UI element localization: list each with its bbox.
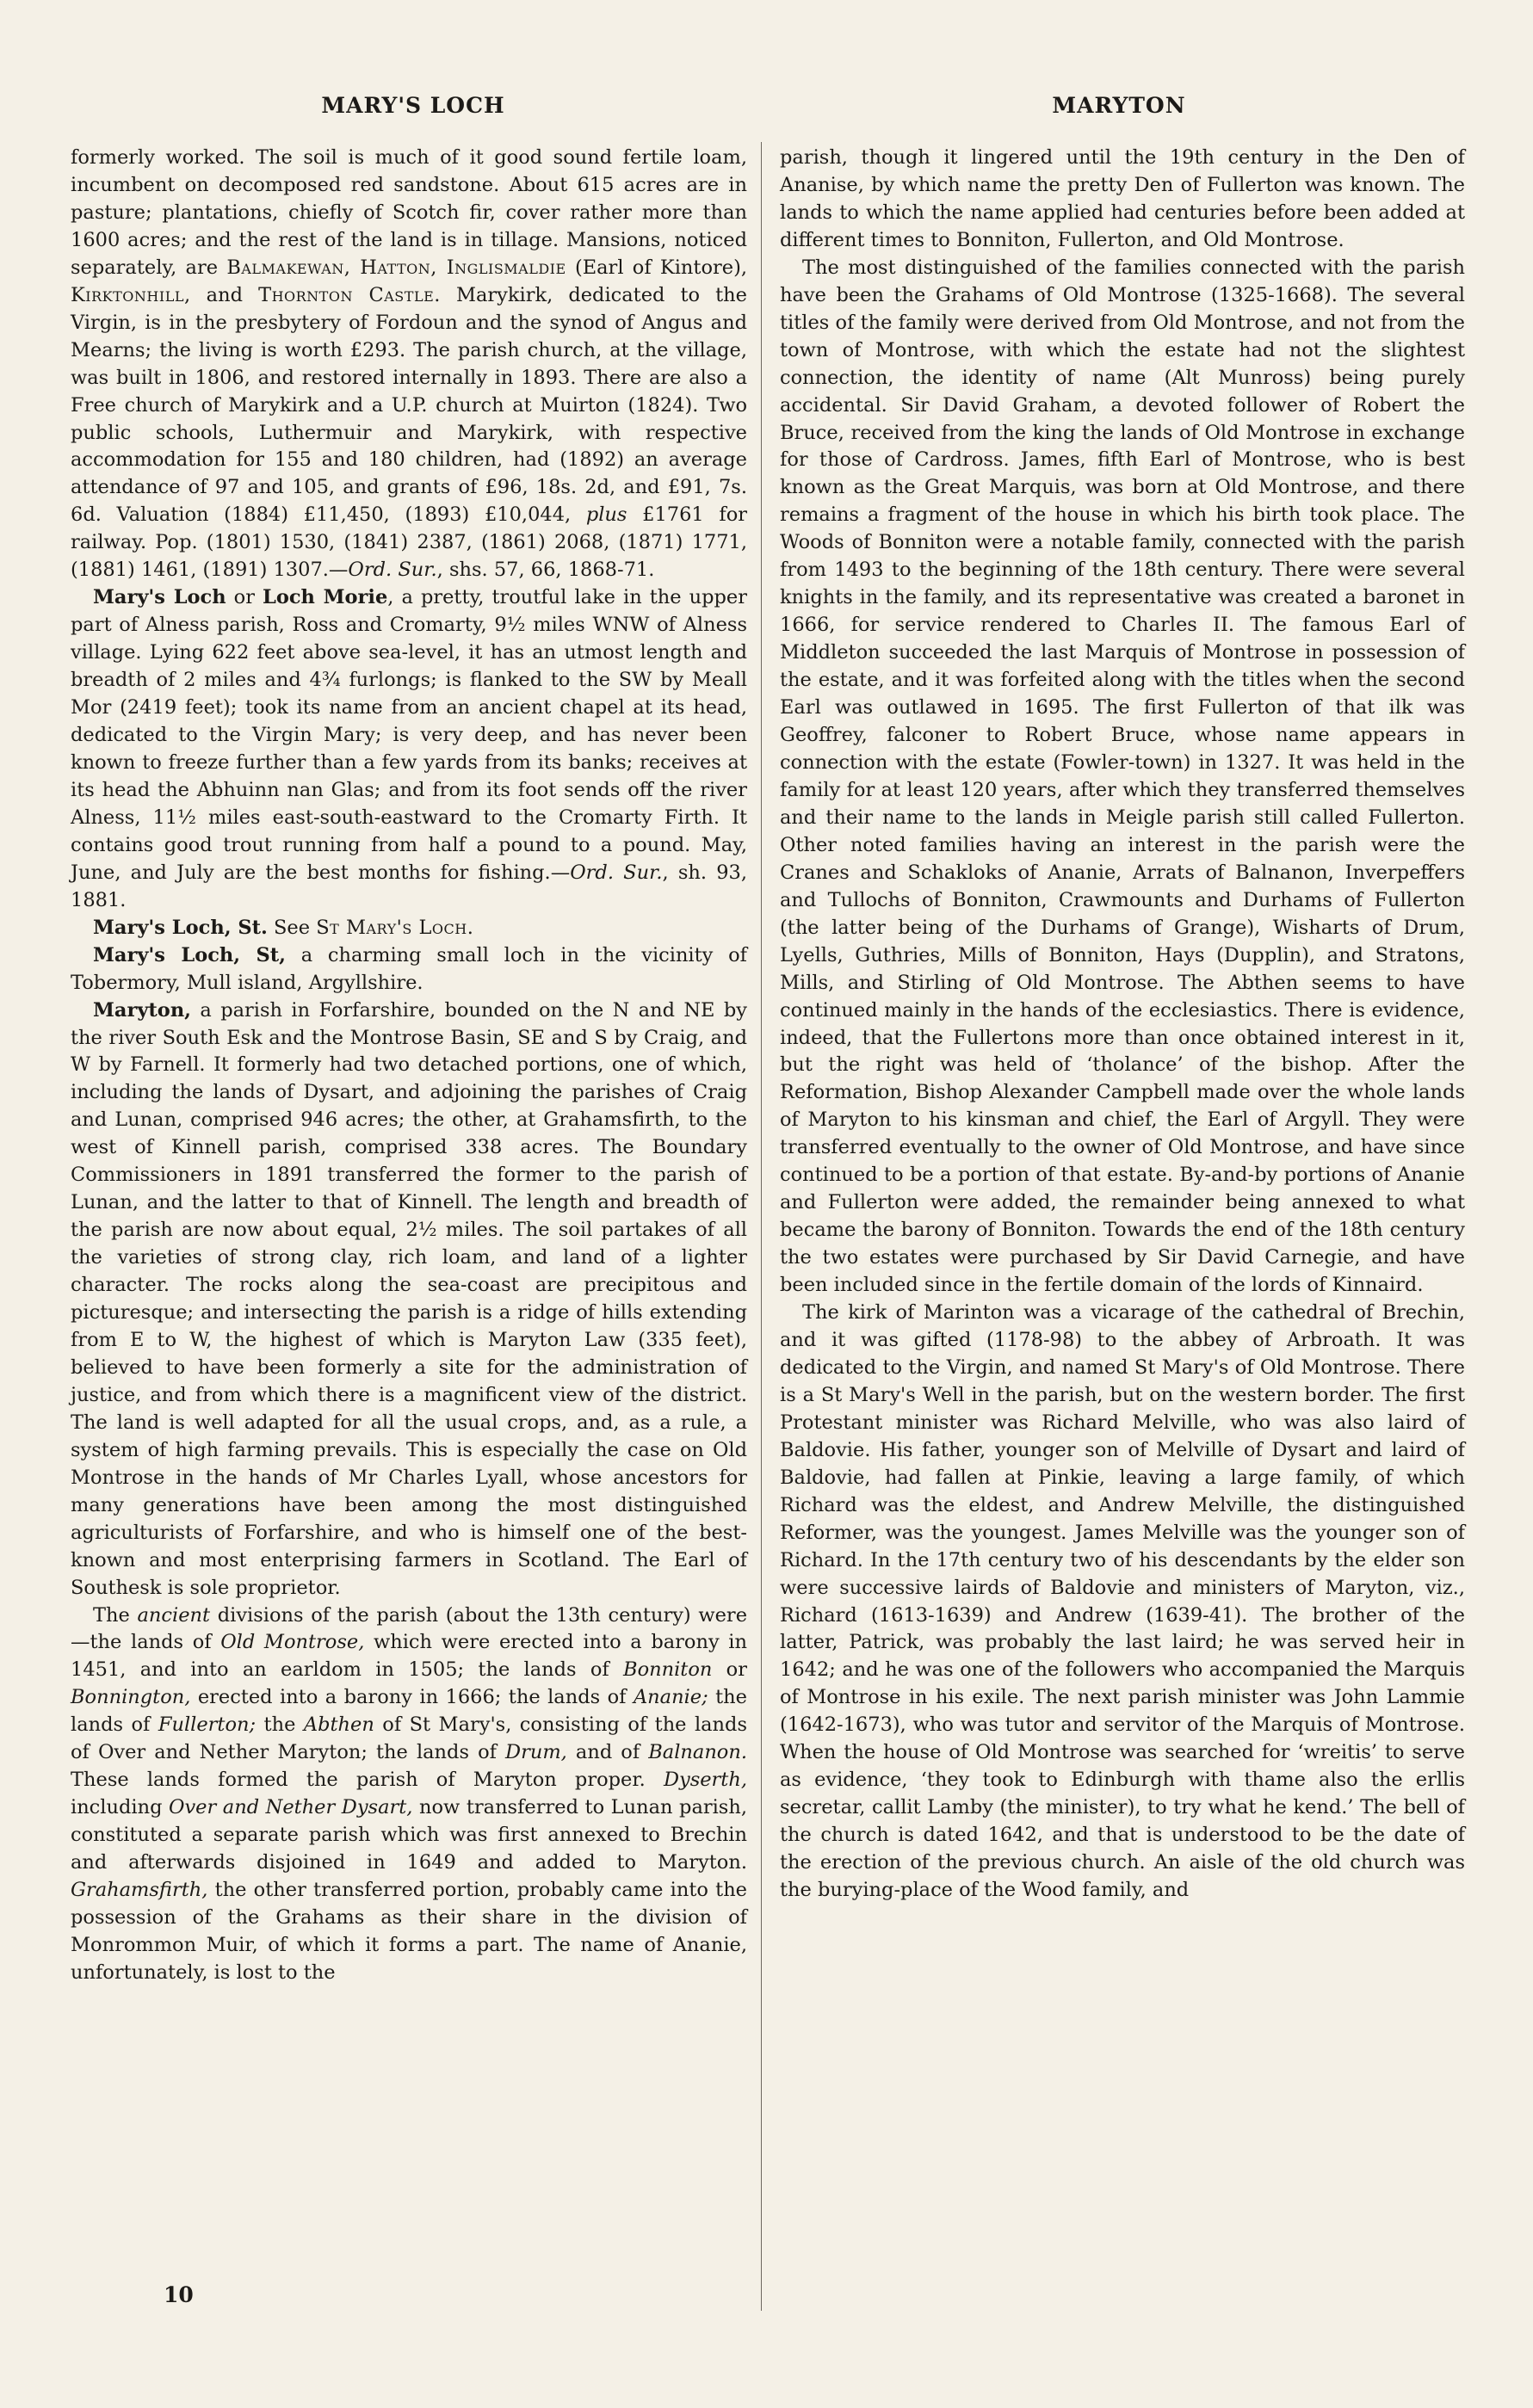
entry-maryton: Maryton, a parish in Forfarshire, bounded on the N and NE by the river South Esk and the Montrose Basin, SE and S by Craig, and W by Farnell. It formerly had two detached portions, one of which, including the lands of Dysart, and adjoining the parishes of Craig and Lunan, comprised 946 acres; the other, at Grahamsfirth, to the west of Kinnell parish, comprised 338 acres. The Boundary Commissioners in 1891 transferred the former to the parish of Lunan, and the latter to that of Kinnell. The length and breadth of the parish are now about equal, 2½ miles. The soil partakes of all the varieties of strong clay, rich loam, and land of a lighter character. The rocks along the sea-coast are precipitous and picturesque; and intersecting the parish is a ridge of hills extending from E to W, the highest of which is Maryton Law (335 feet), believed to have been formerly a site for the administration of justice, and from which there is a magnificent view of the district. The land is well adapted for all the usual crops, and, as a rule, a system of high farming prevails. This is especially the case on Old Montrose in the hands of Mr Charles Lyall, whose ancestors for many generations have been among the most distinguished agriculturists of Forfarshire, and who is himself one of the best-known and most enterprising farmers in Scotland. The Earl of Southesk is sole proprietor.	[71, 998, 747, 1599]
page-number: 10	[164, 2282, 194, 2307]
entry-marys-loch-st-cross-ref: Mary's Loch, St. See St Mary's Loch.	[93, 916, 474, 939]
paragraph-kirk: The kirk of Marinton was a vicarage of the cathedral of Brechin, and it was gifted (1178-98) to the abbey of Arbroath. It was dedicated to the Virgin, and named St Mary's of Old Montrose. There is a St Mary's Well in the parish, but on the western border. The first Protestant minister was Richard Melville, who was also laird of Baldovie. His father, younger son of Melville of Dysart and laird of Baldovie, had fallen at Pinkie, leaving a large family, of which Richard was the eldest, and Andrew Melville, the distinguished Reformer, was the youngest. James Melville was the younger son of Richard. In the 17th century two of his descendants by the elder son were successive lairds of Baldovie and ministers of Maryton, viz., Richard (1613-1639) and Andrew (1639-41). The brother of the latter, Patrick, was probably the last laird; he was served heir in 1642; and he was one of the followers who accompanied the Marquis of Montrose in his exile. The next parish minister was John Lammie (1642-1673), who was tutor and servitor of the Marquis of Montrose. When the house of Old Montrose was searched for ‘wreitis’ to serve as evidence, ‘they took to Edinburgh with thame also the erllis secretar, callit Lamby (the minister), to try what he kend.’ The bell of the church is dated 1642, and that is understood to be the date of the erection of the previous church. An aisle of the old church was the burying-place of the Wood family, and	[780, 1301, 1465, 1902]
entry-marys-loch: Mary's Loch or Loch Morie, a pretty, troutful lake in the upper part of Alness parish, Ross and Cromarty, 9½ miles WNW of Alness village. Lying 622 feet above sea-level, it has an utmost length and breadth of 2 miles and 4¾ furlongs; is flanked to the SW by Meall Mor (2419 feet); took its name from an ancient chapel at its head, dedicated to the Virgin Mary; is very deep, and has never been known to freeze further than a few yards from its banks; receives at its head the Abhuinn nan Glas; and from its foot sends off the river Alness, 11½ miles east-south-eastward to the Cromarty Firth. It contains good trout running from half a pound to a pound. May, June, and July are the best months for fishing.—Ord. Sur., sh. 93, 1881.	[71, 586, 748, 911]
running-header-right: MARYTON	[1052, 93, 1186, 118]
paragraph-marykirk-continued: formerly worked. The soil is much of it good sound fertile loam, incumbent on decomposed red sandstone. About 615 acres are in pasture; plantations, chiefly of Scotch fir, cover rather more than 1600 acres; and the rest of the land is in tillage. Mansions, noticed separately, are Balmakewan, Hatton, Inglismaldie (Earl of Kintore), Kirktonhill, and Thornton Castle. Marykirk, dedicated to the Virgin, is in the presbytery of Fordoun and the synod of Angus and Mearns; the living is worth £293. The parish church, at the village, was built in 1806, and restored internally in 1893. There are also a Free church of Marykirk and a U.P. church at Muirton (1824). Two public schools, Luthermuir and Marykirk, with respective accommodation for 155 and 180 children, had (1892) an average attendance of 97 and 105, and grants of £96, 18s. 2d, and £91, 7s. 6d. Valuation (1884) £11,450, (1893) £10,044, plus £1761 for railway. Pop. (1801) 1530, (1841) 2387, (1861) 2068, (1871) 1771, (1881) 1461, (1891) 1307.—Ord. Sur., shs. 57, 66, 1868-71.	[71, 146, 748, 582]
paragraph-ananie-continued: parish, though it lingered until the 19th century in the Den of Ananise, by which name the pretty Den of Fullerton was known. The lands to which the name applied had centuries before been added at different times to Bonniton, Fullerton, and Old Montrose.	[780, 146, 1465, 251]
right-column	[780, 145, 1465, 1905]
column-divider	[761, 142, 762, 2311]
left-column	[71, 145, 747, 1987]
running-header-left: MARY'S LOCH	[321, 93, 505, 118]
paragraph-ancient-divisions: The ancient divisions of the parish (about the 13th century) were—the lands of Old Montrose, which were erected into a barony in 1451, and into an earldom in 1505; the lands of Bonniton or Bonnington, erected into a barony in 1666; the lands of Ananie; the lands of Fullerton; the Abthen of St Mary's, consisting of the lands of Over and Nether Maryton; the lands of Drum, and of Balnanon. These lands formed the parish of Maryton proper. Dyserth, including Over and Nether Dysart, now transferred to Lunan parish, constituted a separate parish which was first annexed to Brechin and afterwards disjoined in 1649 and added to Maryton. Grahamsfirth, the other transferred portion, probably came into the possession of the Grahams as their share in the division of Monrommon Muir, of which it forms a part. The name of Ananie, unfortunately, is lost to the	[71, 1603, 748, 1984]
paragraph-families: The most distinguished of the families connected with the parish have been the Grahams of Old Montrose (1325-1668). The several titles of the family were derived from Old Montrose, and not from the town of Montrose, with which the estate had not the slightest connection, the identity of name (Alt Munross) being purely accidental. Sir David Graham, a devoted follower of Robert the Bruce, received from the king the lands of Old Montrose in exchange for those of Cardross. James, fifth Earl of Montrose, who is best known as the Great Marquis, was born at Old Montrose, and there remains a fragment of the house in which his birth took place. The Woods of Bonniton were a notable family, connected with the parish from 1493 to the beginning of the 18th century. There were several knights in the family, and its representative was created a baronet in 1666, for service rendered to Charles II. The famous Earl of Middleton succeeded the last Marquis of Montrose in possession of the estate, and it was forfeited along with the titles when the second Earl was outlawed in 1695. The first Fullerton of that ilk was Geoffrey, falconer to Robert Bruce, whose name appears in connection with the estate (Fowler-town) in 1327. It was held in the family for at least 120 years, after which they transferred themselves and their name to the lands in Meigle parish still called Fullerton. Other noted families having an interest in the parish were the Cranes and Schakloks of Ananie, Arrats of Balnanon, Inverpeffers and Tullochs of Bonniton, Crawmounts and Durhams of Fullerton (the latter being of the Durhams of Grange), Wisharts of Drum, Lyells, Guthries, Mills of Bonniton, Hays (Dupplin), and Stratons, Mills, and Stirling of Old Montrose. The Abthen seems to have continued mainly in the hands of the ecclesiastics. There is evidence, indeed, that the Fullertons more than once obtained interest in it, but the right was held of ‘tholance’ of the bishop. After the Reformation, Bishop Alexander Campbell made over the whole lands of Maryton to his kinsman and chief, the Earl of Argyll. They were transferred eventually to the owner of Old Montrose, and have since continued to be a portion of that estate. By-and-by portions of Ananie and Fullerton were added, the remainder being annexed to what became the barony of Bonniton. Towards the end of the 18th century the two estates were purchased by Sir David Carnegie, and have been included since in the fertile domain of the lords of Kinnaird.	[780, 256, 1465, 1297]
entry-marys-loch-st-mull: Mary's Loch, St, a charming small loch in the vicinity of Tobermory, Mull island, Argyllshire.	[71, 943, 747, 994]
